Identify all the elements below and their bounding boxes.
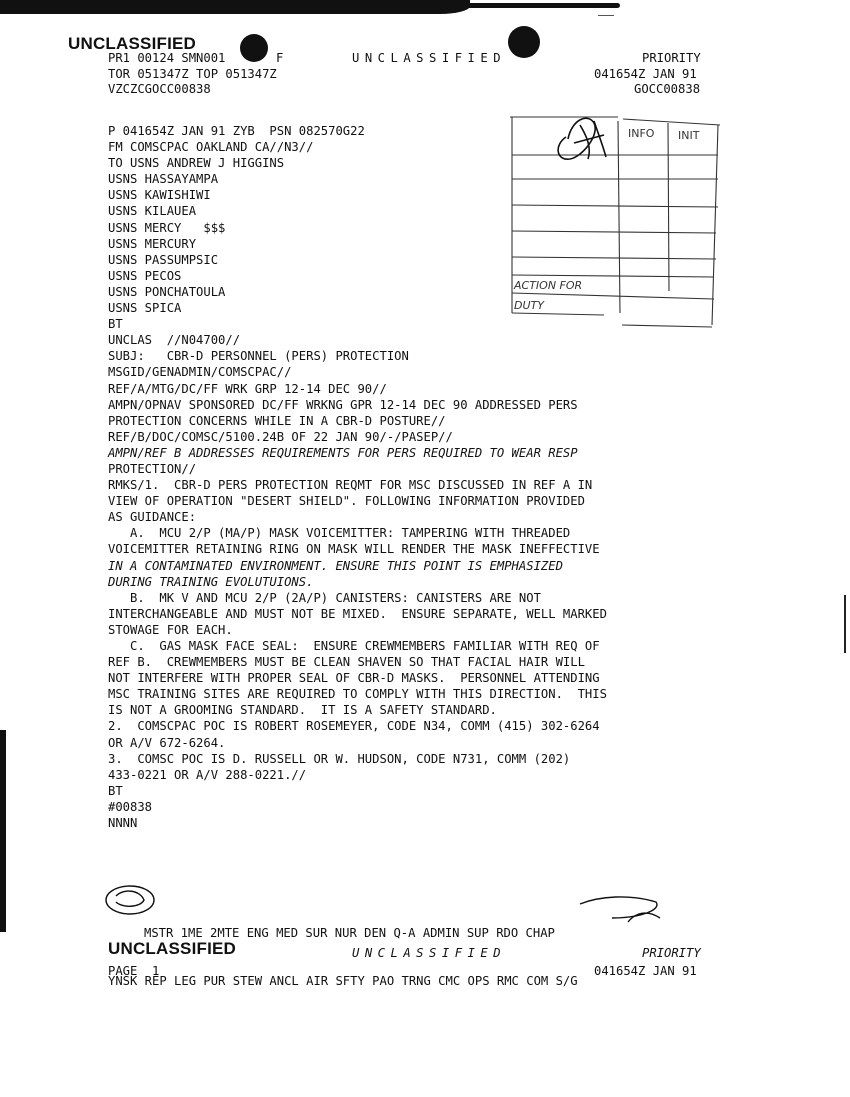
message-line: MSGID/GENADMIN/COMSCPAC// (108, 365, 292, 380)
classification-spaced-bottom: UNCLASSIFIED (352, 946, 507, 960)
routing-codes-line2: YNSK REP LEG PUR STEW ANCL AIR SFTY PAO TRNG CMC OPS RMC COM S/G (108, 974, 578, 988)
stamp-duty-label: DUTY (514, 299, 544, 312)
message-line: USNS PASSUMPSIC (108, 252, 219, 267)
classification-spaced-top: UNCLASSIFIED (352, 51, 507, 65)
message-line: IS NOT A GROOMING STANDARD. IT IS A SAFETY STANDARD. (108, 703, 497, 718)
tor-line: TOR 051347Z TOP 051347Z (108, 67, 277, 81)
message-line: FM COMSCPAC OAKLAND CA//N3// (108, 140, 314, 155)
punch-hole-mark (240, 34, 268, 62)
punch-hole-mark (508, 26, 540, 58)
message-line: P 041654Z JAN 91 ZYB PSN 082570G22 (108, 124, 365, 138)
message-line: VOICEMITTER RETAINING RING ON MASK WILL RENDER THE MASK INEFFECTIVE (108, 542, 600, 557)
routing-id: VZCZCGOCC00838 (108, 82, 211, 96)
message-line: USNS HASSAYAMPA (108, 172, 219, 187)
message-line: REF B. CREWMEMBERS MUST BE CLEAN SHAVEN SO THAT FACIAL HAIR WILL (108, 655, 585, 670)
precedence-bottom: PRIORITY (642, 946, 701, 960)
stamp-init-label: INIT (678, 129, 700, 142)
priority-line: PR1 00124 SMN001 (108, 51, 226, 65)
message-line: TO USNS ANDREW J HIGGINS (108, 156, 285, 171)
message-line: USNS PECOS (108, 268, 182, 283)
message-line: USNS PONCHATOULA (108, 284, 226, 299)
message-line: MSC TRAINING SITES ARE REQUIRED TO COMPLY WITH THIS DIRECTION. THIS (108, 687, 607, 702)
classification-stamp-top: UNCLASSIFIED (68, 34, 197, 53)
message-line: NOT INTERFERE WITH PROPER SEAL OF CBR-D MASKS. PERSONNEL ATTENDING (108, 671, 600, 686)
message-line: PROTECTION// (108, 461, 197, 476)
message-line: VIEW OF OPERATION "DESERT SHIELD". FOLLOWING INFORMATION PROVIDED (108, 494, 585, 509)
scan-edge-bar-tail (460, 3, 620, 8)
message-line: INTERCHANGEABLE AND MUST NOT BE MIXED. ENSURE SEPARATE, WELL MARKED (108, 606, 607, 621)
classification-stamp-bottom: UNCLASSIFIED (108, 939, 237, 958)
page-number: PAGE 1 (108, 964, 160, 978)
message-line: RMKS/1. CBR-D PERS PROTECTION REQMT FOR MSC DISCUSSED IN REF A IN (108, 478, 593, 493)
message-line: AMPN/OPNAV SPONSORED DC/FF WRKNG GPR 12-14 DEC 90 ADDRESSED PERS (108, 397, 578, 412)
message-line: 3. COMSC POC IS D. RUSSELL OR W. HUDSON, CODE N731, COMM (202) (108, 751, 571, 766)
priority-line-suffix: F (276, 51, 284, 65)
message-line: #00838 (108, 799, 153, 814)
message-line: BT (108, 783, 123, 798)
stamp-info-label: INFO (628, 127, 655, 140)
message-line: IN A CONTAMINATED ENVIRONMENT. ENSURE THIS POINT IS EMPHASIZED (108, 558, 563, 573)
routing-stamp-box (508, 113, 722, 331)
dtg-bottom: 041654Z JAN 91 (594, 964, 697, 978)
message-line: BT (108, 317, 123, 332)
scan-edge-bar (0, 0, 470, 14)
message-line: B. MK V AND MCU 2/P (2A/P) CANISTERS: CANISTERS ARE NOT (108, 590, 541, 605)
message-line: NNNN (108, 816, 138, 831)
routing-codes-line1: MSTR 1ME 2MTE ENG MED SUR NUR DEN Q-A ADMIN SUP RDO CHAP (144, 926, 555, 940)
message-line: USNS MERCY $$$ (108, 220, 226, 235)
scan-left-edge (0, 730, 6, 932)
stamp-action-label: ACTION FOR (514, 279, 583, 292)
message-line: SUBJ: CBR-D PERSONNEL (PERS) PROTECTION (108, 349, 409, 364)
message-number: GOCC00838 (634, 82, 701, 96)
message-line: AS GUIDANCE: (108, 510, 197, 525)
message-line: AMPN/REF B ADDRESSES REQUIREMENTS FOR PERS REQUIRED TO WEAR RESP (108, 445, 578, 460)
message-line: STOWAGE FOR EACH. (108, 622, 233, 637)
message-line: 2. COMSCPAC POC IS ROBERT ROSEMEYER, CODE N34, COMM (415) 302-6264 (108, 719, 600, 734)
message-line: USNS KILAUEA (108, 204, 197, 219)
message-line: UNCLAS //N04700// (108, 333, 241, 348)
message-line: 433-0221 OR A/V 288-0221.// (108, 767, 307, 782)
dtg-top: 041654Z JAN 91 (594, 67, 697, 81)
message-line: USNS KAWISHIWI (108, 188, 211, 203)
message-line: A. MCU 2/P (MA/P) MASK VOICEMITTER: TAMPERING WITH THREADED (108, 526, 571, 541)
message-line: USNS MERCURY (108, 236, 197, 251)
message-line: OR A/V 672-6264. (108, 735, 226, 750)
message-line: C. GAS MASK FACE SEAL: ENSURE CREWMEMBERS FAMILIAR WITH REQ OF (108, 639, 600, 653)
scan-mark (598, 15, 614, 16)
message-line: REF/A/MTG/DC/FF WRK GRP 12-14 DEC 90// (108, 381, 387, 396)
scan-right-mark (844, 595, 846, 653)
message-line: USNS SPICA (108, 301, 182, 316)
message-line: PROTECTION CONCERNS WHILE IN A CBR-D POSTURE// (108, 413, 446, 428)
precedence-top: PRIORITY (642, 51, 701, 65)
message-line: DURING TRAINING EVOLUTUIONS. (108, 574, 314, 589)
message-line: REF/B/DOC/COMSC/5100.24B OF 22 JAN 90/-/PASEP// (108, 429, 453, 444)
